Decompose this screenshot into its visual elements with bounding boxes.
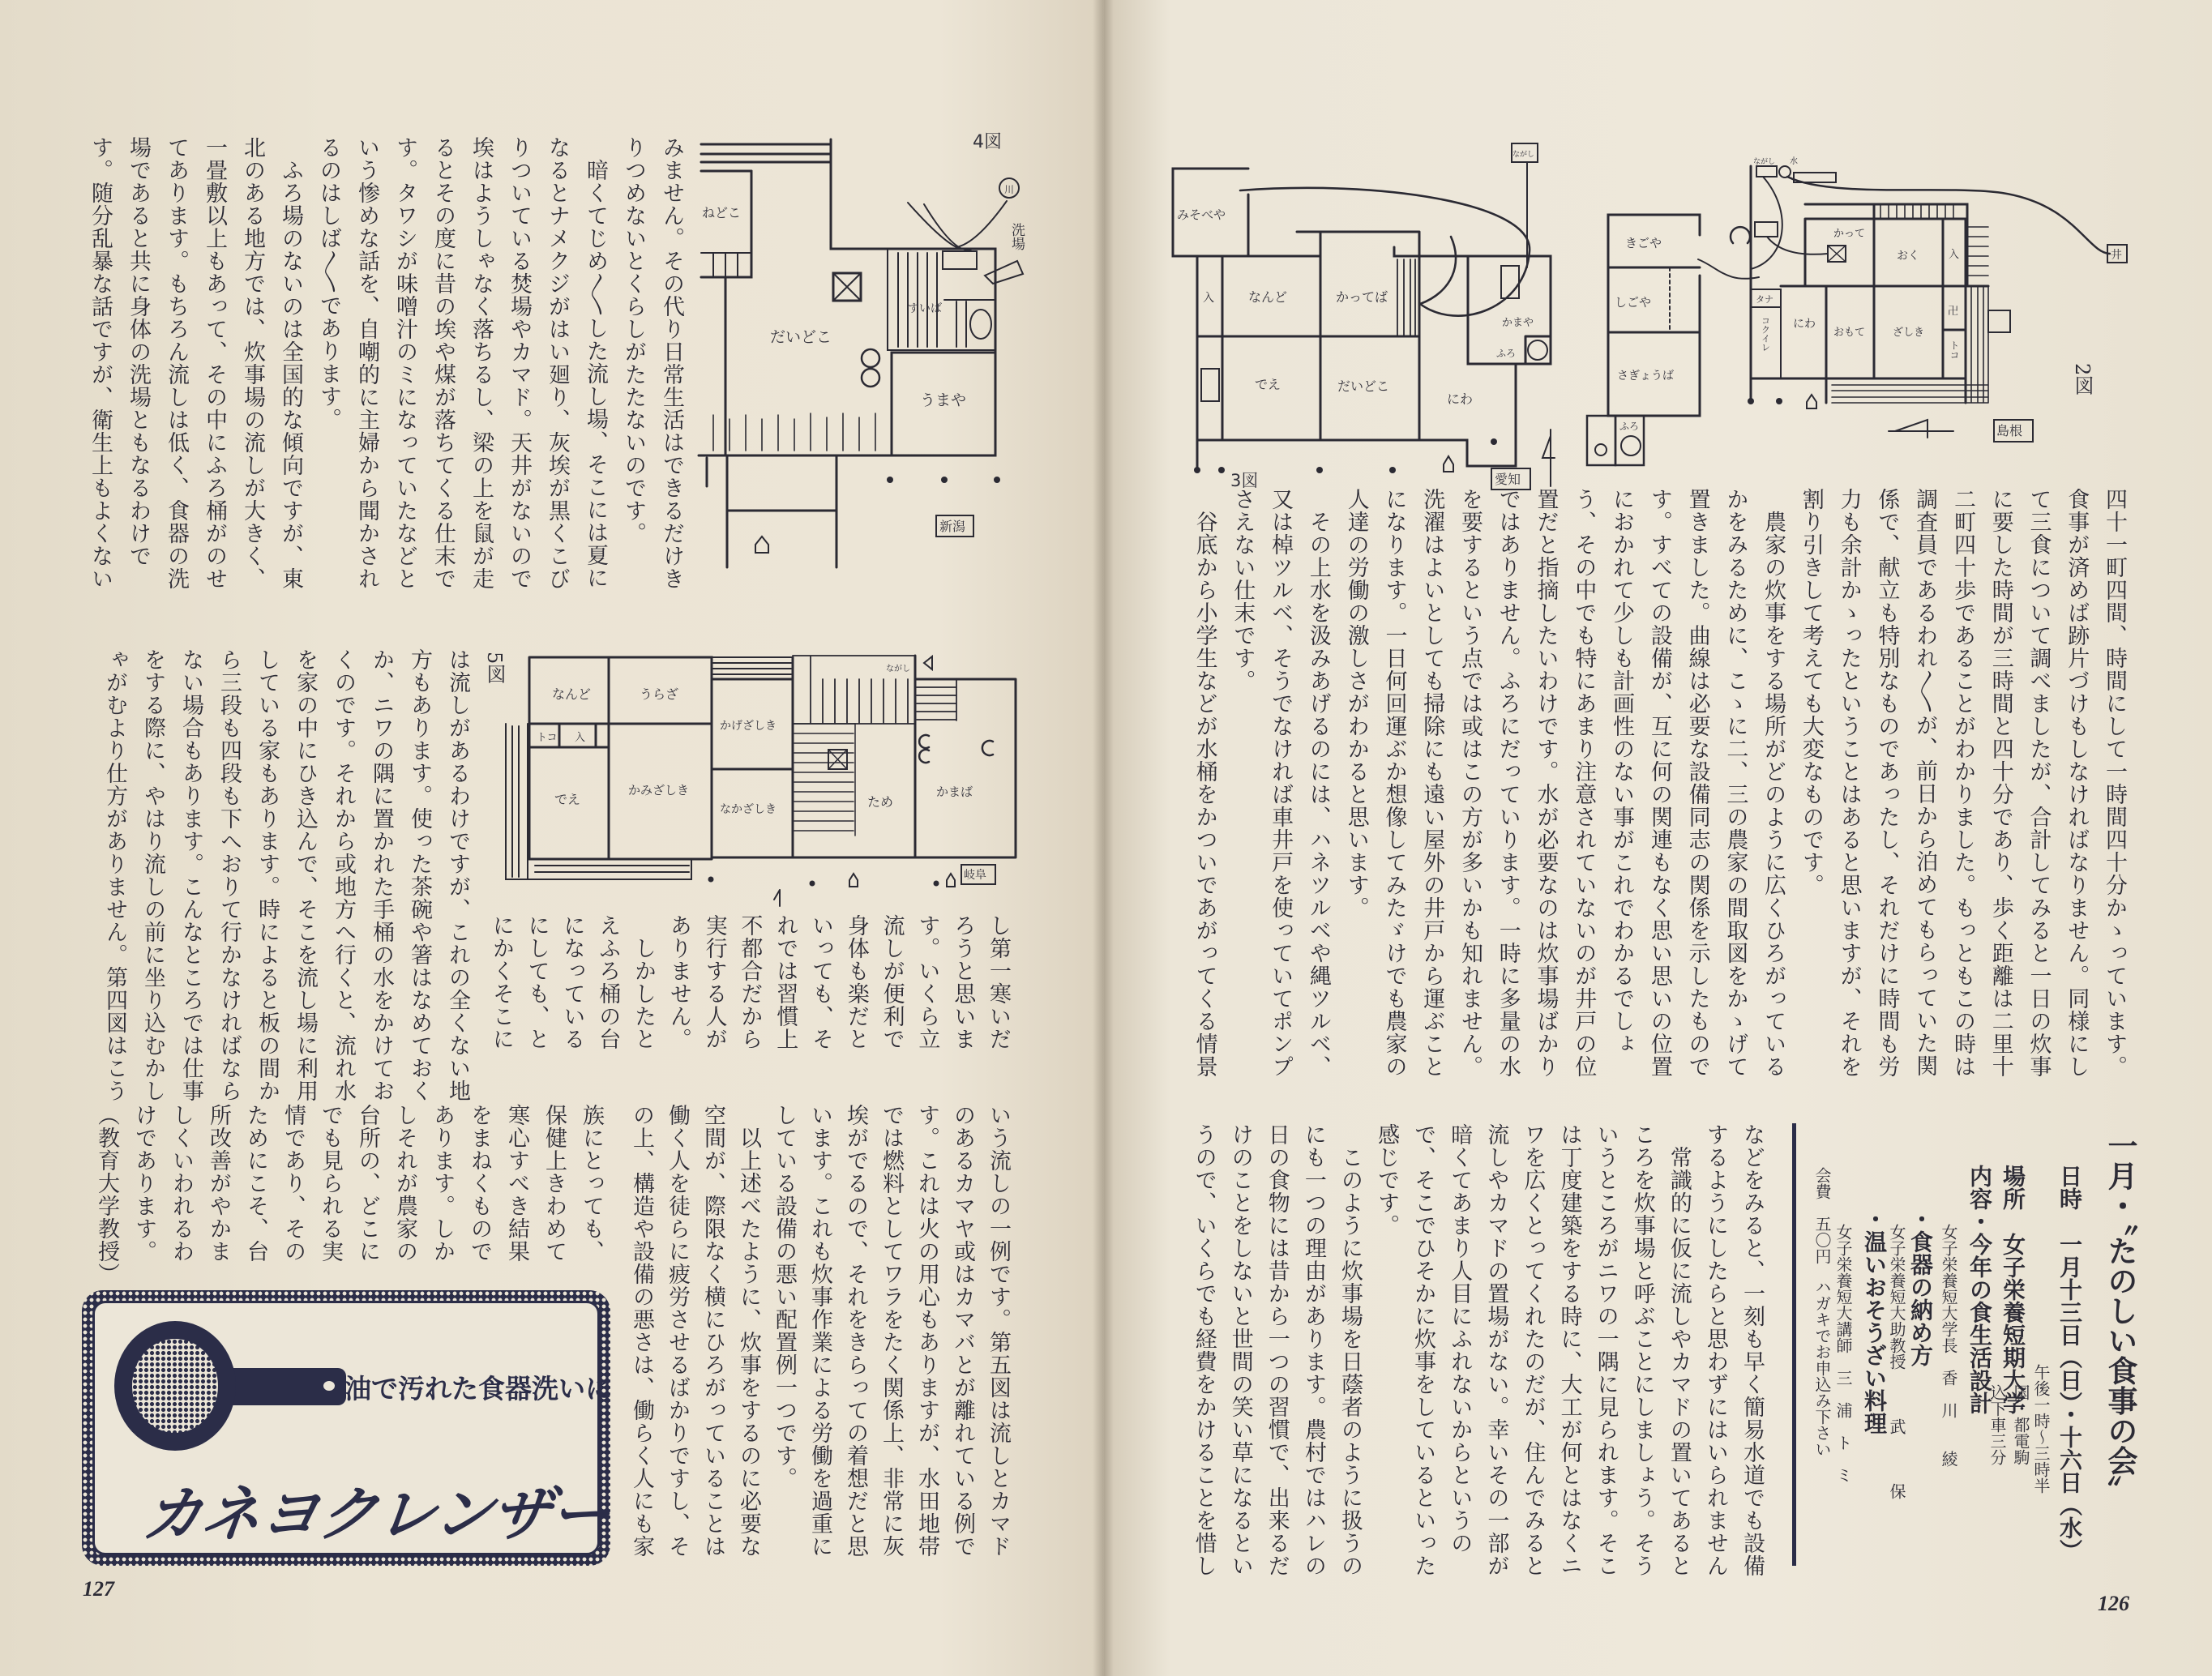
notice-time: 午後一時〜三時半 xyxy=(2031,1364,2051,1494)
text-column: 流しが便利で xyxy=(879,914,905,1050)
room-label: 水 xyxy=(1790,157,1798,166)
text-column: てあります。もちろん流しは低く、食器の洗 xyxy=(164,136,189,590)
scrubber-brush-icon xyxy=(114,1321,236,1451)
article-text-left-top xyxy=(81,136,691,598)
text-column: 保健上きわめて xyxy=(541,1104,567,1263)
text-column: ありません。 xyxy=(665,914,691,1050)
text-column: 台所の、どこに xyxy=(355,1104,380,1263)
room-label: きごや xyxy=(1625,236,1662,250)
text-column: ろうと思いま xyxy=(950,914,976,1050)
text-column: 置だと指摘したいわけです。水が必要なのは炊事場ばかり xyxy=(1533,488,1559,1078)
text-column: ない場合もあります。こんなところでは仕事 xyxy=(178,648,203,1102)
text-column: 谷底から小学生などが水桶をかついであがってくる情景 xyxy=(1192,488,1217,1078)
article-text-right-bottom xyxy=(1185,1123,1770,1585)
text-column: などをみると、一刻も早く簡易水道でも設備 xyxy=(1739,1123,1765,1577)
region-label: 岐阜 xyxy=(964,869,986,882)
text-column: 二町四十歩であることがわかりました。もっともこの時は xyxy=(1949,488,1975,1078)
text-column: をする際に、やはり流しの前に坐り込むかし xyxy=(140,648,165,1102)
text-column: す。随分乱暴な話ですが、衛生上もよくない xyxy=(88,136,113,590)
text-column: （教育大学教授） xyxy=(94,1104,119,1285)
text-column: す。タワシが味噌汁のミになっていたなどと xyxy=(392,136,417,590)
text-column: 流しやカマドの置場がない。幸いその一部が xyxy=(1483,1123,1509,1577)
room-label: すいば xyxy=(908,302,942,315)
text-column: ゃがむより仕方がありません。第四図はこう xyxy=(102,648,127,1102)
room-label: 洗場 xyxy=(1008,223,1025,250)
room-label: だいどこ xyxy=(770,328,832,346)
text-column: 族にとっても、 xyxy=(579,1104,604,1263)
text-column: しくいわれるわ xyxy=(169,1104,194,1263)
room-label: にわ xyxy=(1447,391,1474,407)
floor-plan-figure-5 xyxy=(503,640,1021,908)
text-column: う、その中でも特にあまり注意されていないのが井戸の位 xyxy=(1571,488,1597,1078)
notice-access: 国・都電駒込下車三分 xyxy=(1987,1384,2030,1465)
floor-plan-figure-4 xyxy=(689,122,1029,575)
page-number-right: 126 xyxy=(2098,1592,2129,1615)
text-column: 常識的に仮に流しやカマドの置いてあると xyxy=(1666,1123,1692,1577)
text-column: 場であると共に身体の洗場ともなるわけで xyxy=(126,136,151,567)
page-number-left: 127 xyxy=(83,1577,114,1601)
room-label: かまば xyxy=(936,785,973,799)
text-column: 食事が済めば跡片づけもしなければなりません。同様にし xyxy=(2064,488,2090,1078)
notice-speaker-2: 女子栄養短大助教授 武 保 xyxy=(1887,1224,1906,1499)
text-column: している設備の悪い配置例一つです。 xyxy=(772,1104,797,1490)
text-column: ふろ場のないのは全国的な傾向ですが、東 xyxy=(278,136,303,590)
text-column: 割り引きして考えても大変なものです。 xyxy=(1798,488,1824,896)
text-column: 日の食物には昔から一つの習慣で、出来るだ xyxy=(1264,1123,1290,1577)
text-column: えふろ桶の台 xyxy=(595,914,621,1050)
article-text-right-top xyxy=(1185,488,2133,1088)
figure-2-label: 2図 xyxy=(2071,363,2094,395)
text-column: うので、いくらでも経費をかけることを惜し xyxy=(1191,1123,1217,1577)
text-column: 農家の炊事をする場所がどのように広くひろがっている xyxy=(1761,488,1786,1078)
region-label: 新潟 xyxy=(939,519,966,534)
room-label: さぎょうば xyxy=(1617,370,1674,383)
text-column: におかれて少しも計画性のない事がこれでわかるでしょ xyxy=(1609,488,1635,1055)
room-label: 入 xyxy=(1949,249,1960,261)
text-column: 係で、献立も特別なものであったし、それだけに時間も労 xyxy=(1874,488,1900,1078)
text-column: さえない仕末です。 xyxy=(1230,488,1256,692)
text-column: では燃料としてワラをたく関係上、非常に灰 xyxy=(879,1104,904,1558)
text-column: いう惨めな話を、自嘲的に主婦から聞かされ xyxy=(354,136,379,590)
text-column: している家もあります。時によると板の間か xyxy=(255,648,280,1102)
text-column: 調査員であるわれ〱が、前日から泊めてもらっていた関 xyxy=(1912,488,1938,1077)
text-column: くのです。それから或地方へ行くと、流れ水 xyxy=(331,648,356,1102)
notice-divider-line xyxy=(1792,1123,1796,1566)
text-column: 置きました。曲線は必要な設備同志の関係を示したもので xyxy=(1684,488,1710,1078)
text-column: けのことをしないと世間の笑い草になるとい xyxy=(1227,1123,1253,1577)
room-label: でえ xyxy=(1255,377,1281,392)
scrubber-handle-icon xyxy=(225,1368,346,1405)
text-column: でも見られる実 xyxy=(318,1104,343,1263)
text-column: けであります。 xyxy=(131,1104,156,1263)
text-column: 力も余計かゝったということはあると思いますが、それを xyxy=(1836,488,1862,1078)
river-mark: 川 xyxy=(1004,184,1015,195)
room-label: しごや xyxy=(1615,295,1652,310)
room-label: でえ xyxy=(554,792,581,807)
room-label: かみざしき xyxy=(628,783,690,797)
room-label: ながし xyxy=(1753,158,1776,166)
text-column: 方もあります。使った茶碗や箸はなめておく xyxy=(407,648,432,1102)
text-column: 働く人を徒らに疲労させるばかりですし、そ xyxy=(665,1104,690,1558)
text-column: になります。一日何回運ぶか想像してみたゞけでも農家の xyxy=(1381,488,1407,1078)
room-label: コクイレ xyxy=(1760,316,1771,352)
room-label: なんど xyxy=(1248,289,1288,305)
text-column: ためにこそ、台 xyxy=(243,1104,268,1263)
text-column: の上、構造や設備の悪さは、働らく人にも家 xyxy=(629,1104,654,1558)
text-column: いう流しの一例です。第五図は流しとカマド xyxy=(986,1104,1011,1558)
room-label: 入 xyxy=(1203,292,1214,305)
room-label: だいどこ xyxy=(1337,378,1390,394)
text-column: りついている焚場やカマド。天井がないので xyxy=(507,136,532,590)
text-column: 所改善がやかま xyxy=(206,1104,231,1263)
room-label: 入 xyxy=(575,732,586,744)
article-text-left-middle-short xyxy=(483,914,1016,1084)
text-column: りつめないとくらしがたたないのです。 xyxy=(621,136,646,545)
text-column: いうところがニワの一隅に見られます。そこ xyxy=(1593,1123,1619,1577)
room-label: にわ xyxy=(1793,318,1816,331)
text-column: 身体も楽だと xyxy=(843,914,869,1050)
text-column: は丁度建築をする時に、大工が何とはなくニ xyxy=(1556,1123,1582,1577)
notice-date: 日時 一月十三日（日）・十六日（水） xyxy=(2056,1165,2083,1562)
text-column: しかしたと xyxy=(631,914,657,1050)
figure-5-label: 5図 xyxy=(483,652,506,684)
room-label: かってば xyxy=(1336,289,1388,305)
text-column: なるとナメクジがはい廻り、灰埃が黒くこび xyxy=(545,136,570,590)
notice-speaker-1: 女子栄養短大学長 香 川 綾 xyxy=(1939,1224,1958,1467)
text-column: ら三段も四段も下へおりて行かなければなら xyxy=(216,648,242,1102)
text-column: す。いくら立 xyxy=(914,914,940,1050)
text-column: 感じです。 xyxy=(1374,1123,1400,1237)
text-column: しそれが農家の xyxy=(392,1104,417,1263)
kaneyo-cleanser-advertisement xyxy=(82,1290,613,1566)
text-column: かをみるために、こゝに二、三の農家の間取図をかゝげて xyxy=(1722,488,1748,1078)
notice-fee: 会費 五〇円 xyxy=(1812,1167,1832,1264)
text-column: で、そこでひそかに炊事をしているといった xyxy=(1410,1123,1436,1577)
room-label: トコ xyxy=(1949,340,1960,360)
text-column: し第一寒いだ xyxy=(986,914,1011,1050)
text-column: か、ニワの隅に置かれた手桶の水をかけてお xyxy=(369,648,394,1102)
text-column: れでは習慣上 xyxy=(772,914,798,1050)
text-column: するようにしたらと思わずにはいられません xyxy=(1702,1123,1728,1577)
room-label: タナ xyxy=(1756,294,1773,305)
room-label: みそべや xyxy=(1177,207,1226,222)
floor-plan-figure-3 xyxy=(1167,130,1556,494)
figure-4-label: 4図 xyxy=(973,132,1002,152)
text-column: みません。その代り日常生活はできるだけき xyxy=(659,136,684,590)
room-label: なかざしき xyxy=(720,803,777,816)
text-column: 洗濯はよいとしても掃除にも遠い屋外の井戸から運ぶこと xyxy=(1419,488,1445,1078)
notice-content-2: ・食器の納め方 xyxy=(1907,1208,1934,1366)
text-column: います。これも炊事作業による労働を過重に xyxy=(807,1104,832,1558)
text-column: るとその度に昔の埃や煤が落ちてくる仕末で xyxy=(430,136,456,590)
text-column: になっている xyxy=(559,914,585,1050)
notice-speaker-3: 女子栄養短大講師 三 浦 ト ミ xyxy=(1833,1224,1853,1483)
text-column: ころを炊事場と呼ぶことにしましょう。そう xyxy=(1629,1123,1655,1577)
text-column: 暗くてじめ〱した流し場、そこには夏に xyxy=(583,136,608,589)
room-label: うらざ xyxy=(640,686,679,702)
text-column: にかくそこに xyxy=(488,914,514,1050)
text-column: 北のある地方では、炊事場の流しが大きく、 xyxy=(240,136,265,590)
room-label: うまや xyxy=(920,391,967,409)
text-column: 埃はようしゃなく落ちるし、梁の上を鼠が走 xyxy=(468,136,494,590)
text-column: このように炊事場を日蔭者のように扱うの xyxy=(1337,1123,1363,1577)
text-column: す。すべての設備が、互に何の関連もなく思い思いの位置 xyxy=(1646,488,1672,1078)
text-column: に要した時間が三時間と四十分であり、歩く距離は二里十 xyxy=(1987,488,2013,1078)
text-column: ワを広くとってくれたのだが、住んでみると xyxy=(1520,1123,1546,1577)
text-column: 一畳敷以上もあって、その中にふろ桶がのせ xyxy=(202,136,227,590)
text-column: 四十一町四間、時間にして一時間四十分かゝっています。 xyxy=(2102,488,2127,1078)
text-column: て三食について調べましたが、合計してみると一日の炊事 xyxy=(2026,488,2052,1078)
room-label: ふろ xyxy=(1619,421,1640,432)
text-column: るのはしば〱であります。 xyxy=(316,136,341,430)
room-label: かって xyxy=(1833,228,1866,240)
text-column: 実行する人が xyxy=(701,914,727,1050)
text-column: にしても、と xyxy=(524,914,550,1050)
book-spine-shadow xyxy=(1093,0,1114,1676)
room-label: トコ xyxy=(537,732,558,744)
text-column: す。これは火の用心もありますが、水田地帯 xyxy=(914,1104,939,1558)
text-column: ではありません。ふろにだっていります。一時に多量の水 xyxy=(1495,488,1521,1078)
article-text-left-bottom-short xyxy=(88,1104,610,1298)
well-mark: 井 xyxy=(2111,249,2122,262)
text-column: にも一つの理由があります。農村ではハレの xyxy=(1300,1123,1326,1577)
text-column: をまねくもので xyxy=(467,1104,492,1263)
text-column: を家の中にひき込んで、そこを流し場に利用 xyxy=(293,648,318,1102)
text-column: は流しがあるわけですが、これの全くない地 xyxy=(445,648,470,1102)
room-label: ため xyxy=(867,794,894,810)
notice-place: 場所 女子栄養短期大学 xyxy=(2000,1165,2026,1414)
text-column: 情であり、その xyxy=(280,1104,306,1263)
notice-apply: ハガキでお申込み下さい xyxy=(1812,1279,1832,1457)
room-label: ねどこ xyxy=(702,205,742,220)
text-column: 埃がでるので、それをきらっての着想だと思 xyxy=(843,1104,868,1558)
notice-content-1: 内容・今年の食生活設計 xyxy=(1966,1165,1993,1414)
text-column: 寒心すべき結果 xyxy=(504,1104,529,1263)
room-label: かまや xyxy=(1502,317,1534,329)
text-column: 空間が、際限なく横にひろがっていることは xyxy=(700,1104,725,1558)
text-column: 暗くてあまり人目にふれないからというの xyxy=(1447,1123,1473,1554)
region-label: 愛知 xyxy=(1495,472,1521,487)
text-column: その上水を汲みあげるのには、ハネツルベや縄ツルベ、 xyxy=(1305,488,1331,1078)
room-label: ながし xyxy=(886,665,910,673)
room-label: ふろ xyxy=(1496,348,1517,359)
ad-tagline: 油で汚れた食器洗いに xyxy=(344,1373,612,1405)
region-label: 島根 xyxy=(1996,423,2023,438)
text-column: いっても、そ xyxy=(808,914,834,1050)
ad-panel xyxy=(92,1301,613,1555)
room-label: ざしき xyxy=(1893,327,1925,339)
floor-plan-figure-2 xyxy=(1581,154,2140,478)
text-column: 人達の労働の激しさがわかると思います。 xyxy=(1343,488,1369,919)
text-column: 以上述べたように、炊事をするのに必要な xyxy=(736,1104,761,1558)
room-label: おく xyxy=(1897,250,1919,263)
room-label: なんど xyxy=(552,686,592,702)
ad-brand-name: カネヨクレンザー xyxy=(139,1480,613,1550)
room-label: かげざしき xyxy=(720,720,777,733)
text-column: のあるカマヤ或はカマバとが離れている例で xyxy=(950,1104,975,1558)
figure-3-label: 3図 xyxy=(1230,471,1259,490)
notice-title: 一月・〝たのしい食事の会〟 xyxy=(2103,1131,2137,1506)
room-label: 卍 xyxy=(1948,306,1959,318)
text-column: あります。しか xyxy=(430,1104,455,1263)
article-text-left-bottom-long xyxy=(623,1104,1016,1574)
room-label: おもて xyxy=(1833,327,1866,339)
room-label: ながし xyxy=(1512,151,1535,159)
text-column: 不都合だから xyxy=(737,914,763,1050)
text-column: を要するという点では或はこの方が多いかも知れません。 xyxy=(1457,488,1483,1078)
text-column: 又は棹ツルベ、そうでなければ車井戸を使っていてポンプ xyxy=(1268,488,1294,1078)
notice-content-3: ・温いおそうざい料理 xyxy=(1861,1208,1888,1434)
article-text-left-middle-long xyxy=(96,648,477,1102)
